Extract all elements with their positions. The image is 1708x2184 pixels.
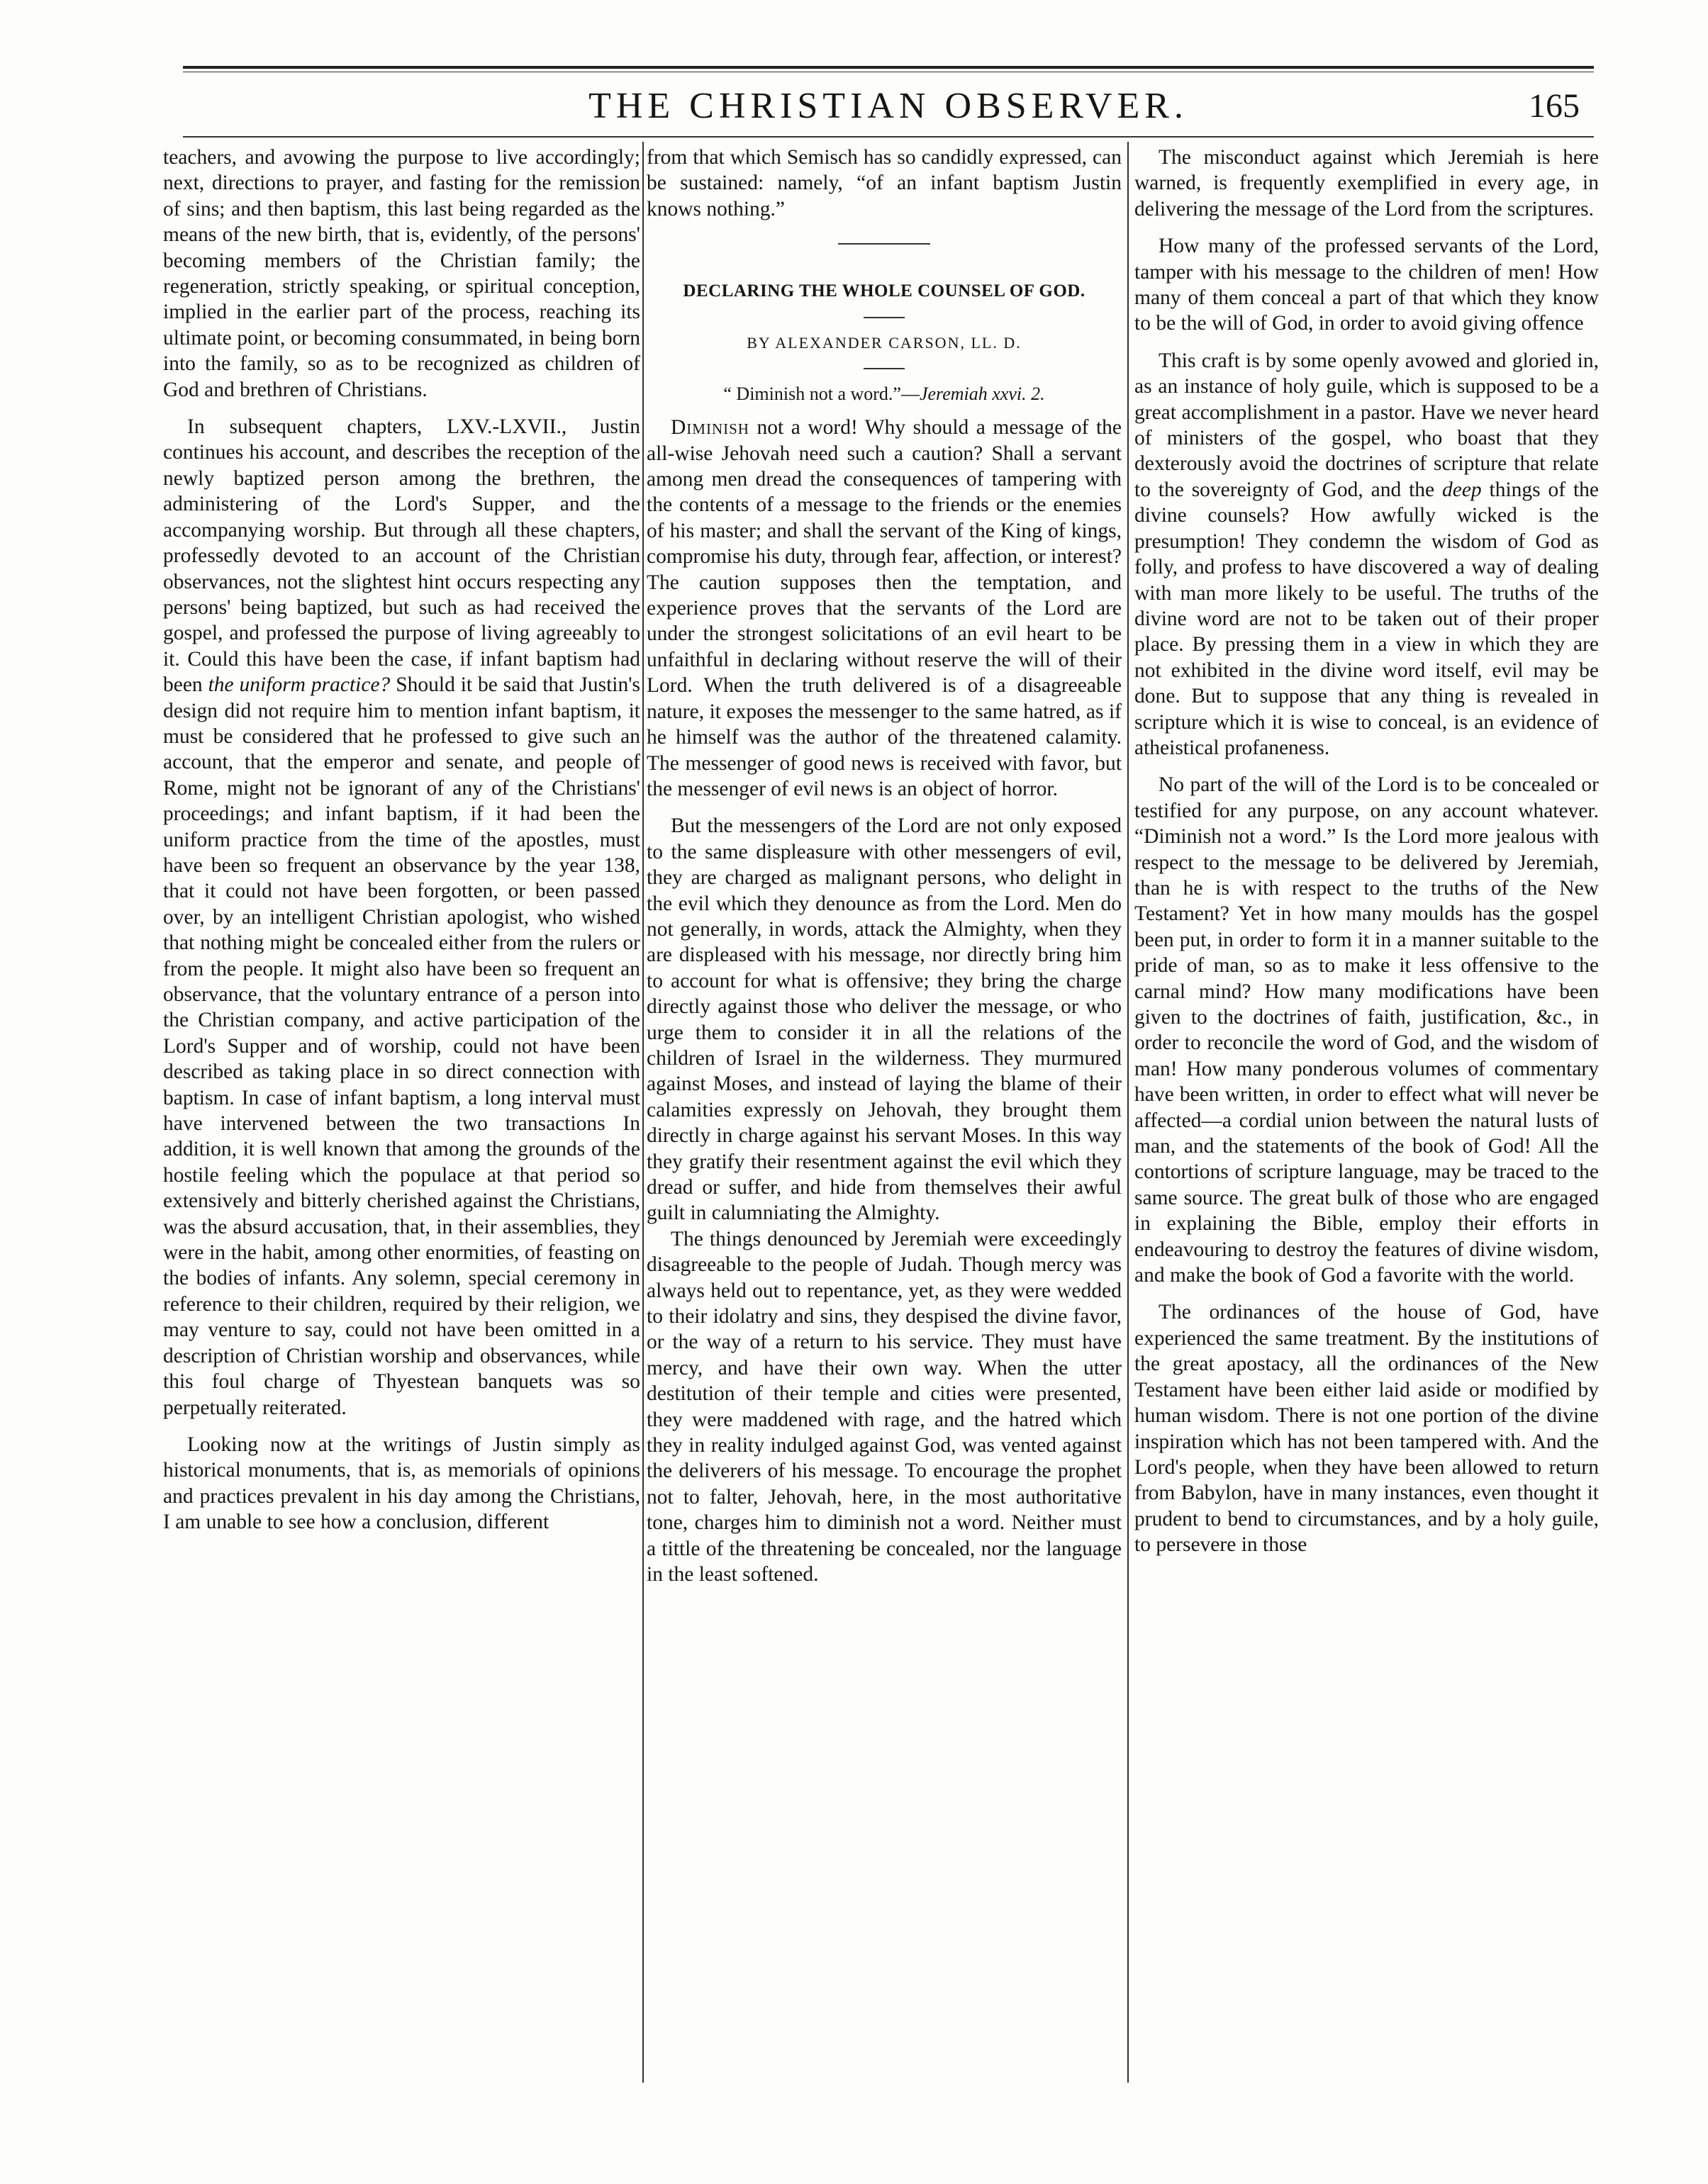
header-double-rule (183, 66, 1594, 69)
paragraph: The ordinances of the house of God, have experienced the same treatment. By the institutions of the great apostacy, all the ordinances of the New Testament have been either laid aside or modified by human wisdom. There is not one portion of the divine inspiration which has not been tampered with. And the Lord's people, when they have been allowed to return from Babylon, have in many instances, even thought it prudent to bend to circumstances, and by a holy guile, to persevere in those (1134, 1301, 1599, 1557)
title-rule (864, 317, 905, 318)
column-divider (1127, 142, 1129, 2083)
column-divider (642, 142, 644, 2083)
paragraph-text: In subsequent chapters, LXV.-LXVII., Justin continues his account, and describes the reception of the newly baptized person among the brethren, the administering of the Lord's Supper, and the accompanying worship. But through all these chapters, professedly devoted to an account of the Christian observances, not the slightest hint occurs respecting any persons' being baptized, but such as had received the gospel, and professed the purpose of living agreeably to it. Could this have been the case, if infant baptism had been (163, 415, 640, 697)
column-right (1134, 145, 1599, 2080)
paragraph: The misconduct against which Jeremiah is here warned, is frequently exemplified in every age, in delivering the message of the Lord from the scriptures. (1134, 146, 1599, 220)
paragraph: Looking now at the writings of Justin simply as historical monuments, that is, as memorials of opinions and practices prevalent in his day among the Christians, I am unable to see how a conclusion, different (163, 1433, 640, 1534)
running-head (183, 78, 1594, 135)
epigraph-quote: “ Diminish not a word.”— (723, 383, 920, 405)
column-middle (647, 145, 1122, 2080)
paragraph: But the messengers of the Lord are not only exposed to the same displeasure with other messengers of evil, they are charged as malignant persons, who delight in the evil which they denounce as from the Lord. Men do not generally, in words, attack the Almighty, when they are displeased with his message, nor directly bring him to account for what is offensive; they bring the charge directly against those who deliver the message, or who urge them to consider it in all the relations of the children of Israel in the wilderness. They murmured against Moses, and instead of laying the blame of their calamities expressly on Jehovah, they brought them directly in charge against his servant Moses. In this way they gratify their resentment against the evil which they dread or suffer, and hide from themselves their awful guilt in calumniating the Almighty. (647, 814, 1122, 1225)
paragraph-text: not a word! Why should a message of the all-wise Jehovah need such a caution? Shall a servant among men dread the consequences of tampering with the contents of a message to the friends or the enemies of his master; and shall the servant of the King of kings, compromise his duty, through fear, affection, or interest? The caution supposes then the temptation, and experience proves that the servants of the Lord are under the strongest solicitations of an evil heart to be unfaithful in declaring without reserve the will of their Lord. When the truth delivered is of a disagreeable nature, it exposes the messenger to the same hatred, as if he himself was the author of the threatened calamity. The messenger of good news is received with favor, but the messenger of evil news is an object of horror. (647, 416, 1122, 800)
paragraph (1134, 348, 1599, 761)
journal-title: THE CHRISTIAN OBSERVER. (588, 86, 1188, 126)
page-number: 165 (1529, 87, 1580, 125)
epigraph-reference: Jeremiah xxvi. 2. (919, 383, 1045, 405)
paragraph (163, 414, 640, 1421)
paragraph-text: things of the divine counsels? How awfully wicked is the presumption! They condemn the wisdom of God as folly, and profess to have discovered a way of dealing with man more likely to be useful. The truths of the divine word are not to be taken out of their proper place. By pressing them in a view in which they are not exhibited in the divine word itself, evil may be done. But to suppose that any thing is revealed in scripture which it is wise to conceal, is an evidence of atheistical profaneness. (1134, 478, 1599, 759)
emphasis-text: the uniform practice? (208, 673, 391, 697)
paragraph-text: Should it be said that Justin's design did not require him to mention infant baptism, it must be considered that he professed to give such an account, that the emperor and senate, and people of Rome, might not be ignorant of any of the Christians' proceedings; and infant baptism, if it had been the uniform practice from the time of the apostles, must have been so frequent an observance by the year 138, that it could not have been forgotten, or been passed over, by an intelligent Christian apologist, who wished that nothing might be concealed either from the rulers or from the people. It might also have been so frequent an observance, that the voluntary entrance of a person into the Christian company, and active participation of the Lord's Supper and of worship, could not have been described as taking place in so direct connection with baptism. In case of infant baptism, a long interval must have intervened between the two transactions In addition, it is well known that among the grounds of the hostile feeling which the populace at that period so extensively and bitterly cherished against the Christians, was the absurd accusation, that, in their assemblies, they were in the habit, among other enormities, of feasting on the bodies of infants. Any solemn, special ceremony in reference to their children, required by their religion, we may venture to say, could not have been omitted in a description of Christian worship and observances, while this foul charge of Thyestean banquets was so perpetually reiterated. (163, 673, 640, 1419)
paragraph (647, 415, 1122, 802)
article-title: DECLARING THE WHOLE COUNSEL OF GOD. (683, 281, 1085, 301)
header-bottom-rule (183, 136, 1594, 138)
byline-rule (864, 368, 905, 369)
paragraph-text: This craft is by some openly avowed and gloried in, as an instance of holy guile, which is supposed to be a great accomplishment in a pastor. Have we never heard of ministers of the gospel, who boast that they dexterously avoid the doctrines of scripture that relate to the sovereignty of God, and the (1134, 349, 1599, 501)
paragraph: No part of the will of the Lord is to be concealed or testified for any purpose, on any account whatever. “Diminish not a word.” Is the Lord more jealous with respect to the message to be delivered by Jeremiah, than he is with respect to the truths of the New Testament? Yet in how many moulds has the gospel been put, in order to form it in a manner suitable to the pride of man, so as to make it less offensive to the carnal mind? How many modifications have been given to the doctrines of faith, justification, &c., in order to reconcile the word of God, and the wisdom of man! How many ponderous volumes of commentary have been written, in order to effect what will never be affected—a cordial union between the natural lusts of man, and the statements of the book of God! All the contortions of scripture language, may be traced to the same source. The great bulk of those who are engaged in explaining the Bible, employ their efforts in endeavouring to destroy the features of divine wisdom, and make the book of God a favorite with the world. (1134, 773, 1599, 1287)
paragraph: from that which Semisch has so candidly expressed, can be sustained: namely, “of an infant baptism Justin knows nothing.” (647, 146, 1122, 220)
paragraph: teachers, and avowing the purpose to live accordingly; next, directions to prayer, and fasting for the remission of sins; and then baptism, this last being regarded as the means of the new birth, that is, evidently, of the persons' becoming members of the Christian family; the regeneration, strictly speaking, or spiritual conception, implied in the earlier part of the process, reaching its ultimate point, or becoming consummated, in being born into the family, so as to be recognized as children of God and brethren of Christians. (163, 146, 640, 401)
paragraph: How many of the professed servants of the Lord, tamper with his message to the children of men! How many of them conceal a part of that which they know to be the will of God, in order to avoid giving offence (1134, 235, 1599, 335)
column-left (163, 145, 640, 2080)
drop-word: Diminish (671, 416, 749, 439)
epigraph (647, 382, 1122, 406)
paragraph: The things denounced by Jeremiah were exceedingly disagreeable to the people of Judah. Though mercy was always held out to repentance, yet, as they were wedded to their idolatry and sins, they despised the divine favor, or the way of a return to his service. They must have mercy, and have their own way. When the utter destitution of their temple and cities were presented, they were maddened with rage, and the hatred which they in reality indulged against God, was vented against the deliverers of his message. To encourage the prophet not to falter, Jehovah, here, in the most authoritative tone, charges him to diminish not a word. Neither must a tittle of the threatening be concealed, nor the language in the least softened. (647, 1227, 1122, 1586)
article-byline: BY ALEXANDER CARSON, LL. D. (747, 334, 1022, 352)
emphasis-text: deep (1442, 478, 1482, 501)
section-rule (838, 243, 930, 245)
